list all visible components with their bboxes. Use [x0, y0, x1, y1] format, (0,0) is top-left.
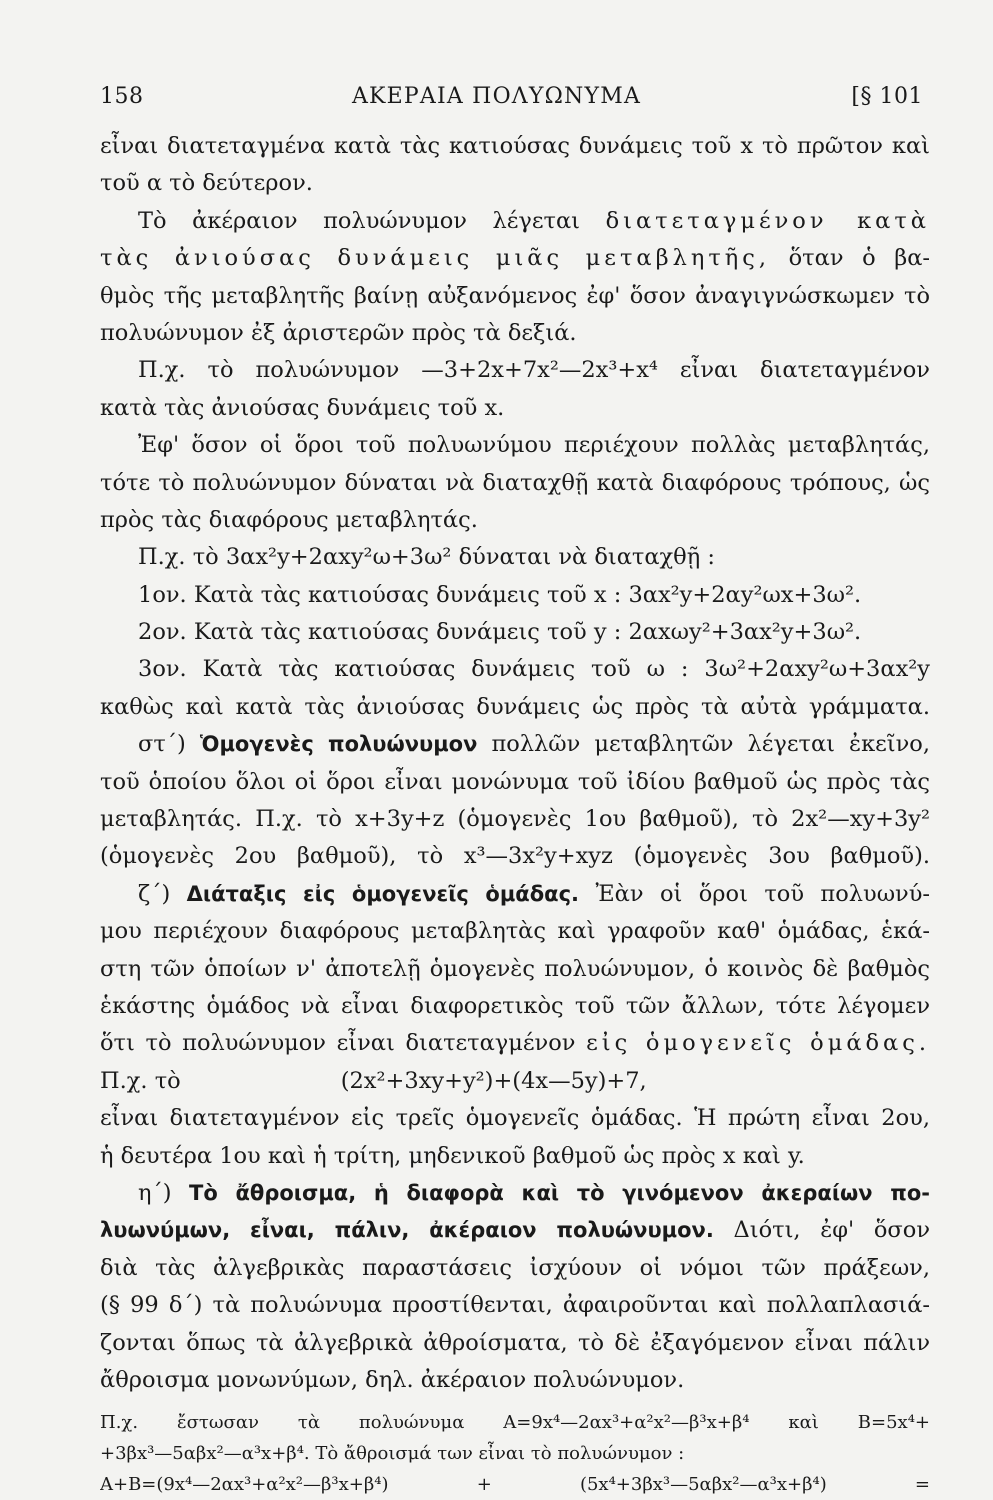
- text-line: 2ον. Κατὰ τὰς κατιούσας δυνάμεις τοῦ y : 2αxωy²+3αx²y+3ω².: [138, 619, 862, 646]
- text-line: η΄) Τὸ ἄθροισμα, ἡ διαφορὰ καὶ τὸ γινόμενον ἀκεραίων πο-: [138, 1179, 930, 1206]
- text-line: θμὸς τῆς μεταβλητῆς βαίνῃ αὐξανόμενος ἐφ' ὅσον ἀναγιγνώσκωμεν τὸ: [100, 282, 930, 309]
- text-line: 1ον. Κατὰ τὰς κατιούσας δυνάμεις τοῦ x : 3αx²y+2αy²ωx+3ω².: [138, 581, 862, 608]
- body-text: [100, 128, 930, 1500]
- bold-heading: λυωνύμων, εἶναι, πάλιν, ἀκέραιον πολυώνυμον.: [100, 1218, 714, 1243]
- text-line: Π.χ. τὸ 3αx²y+2αxy²ω+3ω² δύναται νὰ διαταχθῇ :: [138, 544, 715, 571]
- spaced-term: τὰς ἀνιούσας δυνάμεις μιᾶς μεταβλητῆς,: [100, 245, 771, 272]
- text-line: μεταβλητάς. Π.χ. τὸ x+3y+z (ὁμογενὲς 1ου βαθμοῦ), τὸ 2x²—xy+3y²: [100, 806, 930, 833]
- example-block: [100, 1407, 930, 1500]
- bold-heading: Ὁμογενὲς πολυώνυμον: [199, 732, 478, 757]
- bold-heading: Τὸ ἄθροισμα, ἡ διαφορὰ καὶ τὸ γινόμενον ἀκεραίων πο-: [189, 1180, 930, 1205]
- text-line: ζονται ὅπως τὰ ἀλγεβρικὰ ἀθροίσματα, τὸ δὲ ἐξαγόμενον εἶναι πάλιν: [100, 1329, 930, 1356]
- text-line: Π.χ. τὸ πολυώνυμον —3+2x+7x²—2x³+x⁴ εἶναι διατεταγμένον: [138, 357, 930, 384]
- text-line: στη τῶν ὁποίων ν' ἀποτελῇ ὁμογενὲς πολυώνυμον, ὁ κοινὸς δὲ βαθμὸς: [100, 955, 930, 982]
- text-line: ζ΄) Διάταξις εἰς ὁμογενεῖς ὁμάδας. Ἐὰν οἱ ὅροι τοῦ πολυωνύ-: [138, 880, 930, 907]
- formula: (2x²+3xy+y²)+(4x—5y)+7,: [340, 1067, 647, 1094]
- text-line: λυωνύμων, εἶναι, πάλιν, ἀκέραιον πολυώνυμον. Διότι, ἐφ' ὅσον: [100, 1217, 930, 1244]
- example-line: A+B=(9x⁴—2αx³+α²x²—β³x+β⁴) + (5x⁴+3βx³—5αβx²—α³x+β⁴) =: [100, 1474, 930, 1496]
- example-line: Π.χ. ἔστωσαν τὰ πολυώνυμα A=9x⁴—2αx³+α²x²—β³x+β⁴ καὶ B=5x⁴+: [100, 1412, 930, 1434]
- text-line: Τὸ ἀκέραιον πολυώνυμον λέγεται διατεταγμένον κατὰ: [138, 207, 930, 234]
- text-line: ἡ δευτέρα 1ου καὶ ἡ τρίτη, μηδενικοῦ βαθμοῦ ὡς πρὸς x καὶ y.: [100, 1142, 805, 1169]
- text-line: τοῦ ὁποίου ὅλοι οἱ ὅροι εἶναι μονώνυμα τοῦ ἰδίου βαθμοῦ ὡς πρὸς τὰς: [100, 768, 930, 795]
- running-title: ΑΚΕΡΑΙΑ ΠΟΛΥΩΝΥΜΑ: [351, 84, 642, 109]
- text-line: καθὼς καὶ κατὰ τὰς ἀνιούσας δυνάμεις ὡς πρὸς τὰ αὐτὰ γράμματα.: [100, 693, 930, 720]
- text-line: εἶναι διατεταγμένον εἰς τρεῖς ὁμογενεῖς ὁμάδας. Ἡ πρώτη εἶναι 2ου,: [100, 1105, 930, 1132]
- text-line: ἑκάστης ὁμάδος νὰ εἶναι διαφορετικὸς τοῦ τῶν ἄλλων, τότε λέγομεν: [100, 992, 930, 1019]
- section-reference: [§ 101: [851, 84, 923, 109]
- bold-heading: Διάταξις εἰς ὁμογενεῖς ὁμάδας.: [186, 881, 580, 906]
- example-line: +3βx³—5αβx²—α³x+β⁴. Τὸ ἄθροισμά των εἶναι τὸ πολυώνυμον :: [100, 1443, 685, 1465]
- text-line: ἄθροισμα μονωνύμων, δηλ. ἀκέραιον πολυώνυμον.: [100, 1366, 685, 1393]
- text-line: τότε τὸ πολυώνυμον δύναται νὰ διαταχθῇ κατὰ διαφόρους τρόπους, ὡς: [100, 469, 930, 496]
- text-line: τοῦ α τὸ δεύτερον.: [100, 170, 313, 197]
- spaced-term: εἰς ὁμογενεῖς ὁμάδας.: [586, 1030, 930, 1057]
- text-line: (§ 99 δ΄) τὰ πολυώνυμα προστίθενται, ἀφαιροῦνται καὶ πολλαπλασιά-: [100, 1292, 930, 1319]
- text-line: πρὸς τὰς διαφόρους μεταβλητάς.: [100, 506, 478, 533]
- text-line: πολυώνυμον ἐξ ἀριστερῶν πρὸς τὰ δεξιά.: [100, 319, 577, 346]
- text-line: μου περιέχουν διαφόρους μεταβλητὰς καὶ γραφοῦν καθ' ὁμάδας, ἑκά-: [100, 918, 930, 945]
- text-line: Π.χ. τὸ (2x²+3xy+y²)+(4x—5y)+7,: [100, 1067, 647, 1094]
- text-line: ὅτι τὸ πολυώνυμον εἶναι διατεταγμένον εἰς ὁμογενεῖς ὁμάδας.: [100, 1030, 930, 1057]
- text-line: Ἐφ' ὅσον οἱ ὅροι τοῦ πολυωνύμου περιέχουν πολλὰς μεταβλητάς,: [138, 432, 930, 459]
- page-number: 158: [100, 84, 144, 109]
- text-line: εἶναι διατεταγμένα κατὰ τὰς κατιούσας δυνάμεις τοῦ x τὸ πρῶτον καὶ: [100, 133, 930, 159]
- text-line: (ὁμογενὲς 2ου βαθμοῦ), τὸ x³—3x²y+xyz (ὁμογενὲς 3ου βαθμοῦ).: [100, 843, 930, 870]
- text-line: κατὰ τὰς ἀνιούσας δυνάμεις τοῦ x.: [100, 394, 505, 421]
- text-line: διὰ τὰς ἀλγεβρικὰς παραστάσεις ἰσχύουν οἱ νόμοι τῶν πράξεων,: [100, 1254, 930, 1281]
- text-line: τὰς ἀνιούσας δυνάμεις μιᾶς μεταβλητῆς, ὅταν ὁ βα-: [100, 245, 930, 272]
- text-line: στ΄) Ὁμογενὲς πολυώνυμον πολλῶν μεταβλητῶν λέγεται ἐκεῖνο,: [138, 731, 930, 758]
- spaced-term: διατεταγμένον κατὰ: [605, 207, 930, 234]
- text-line: 3ον. Κατὰ τὰς κατιούσας δυνάμεις τοῦ ω : 3ω²+2αxy²ω+3αx²y: [138, 656, 930, 683]
